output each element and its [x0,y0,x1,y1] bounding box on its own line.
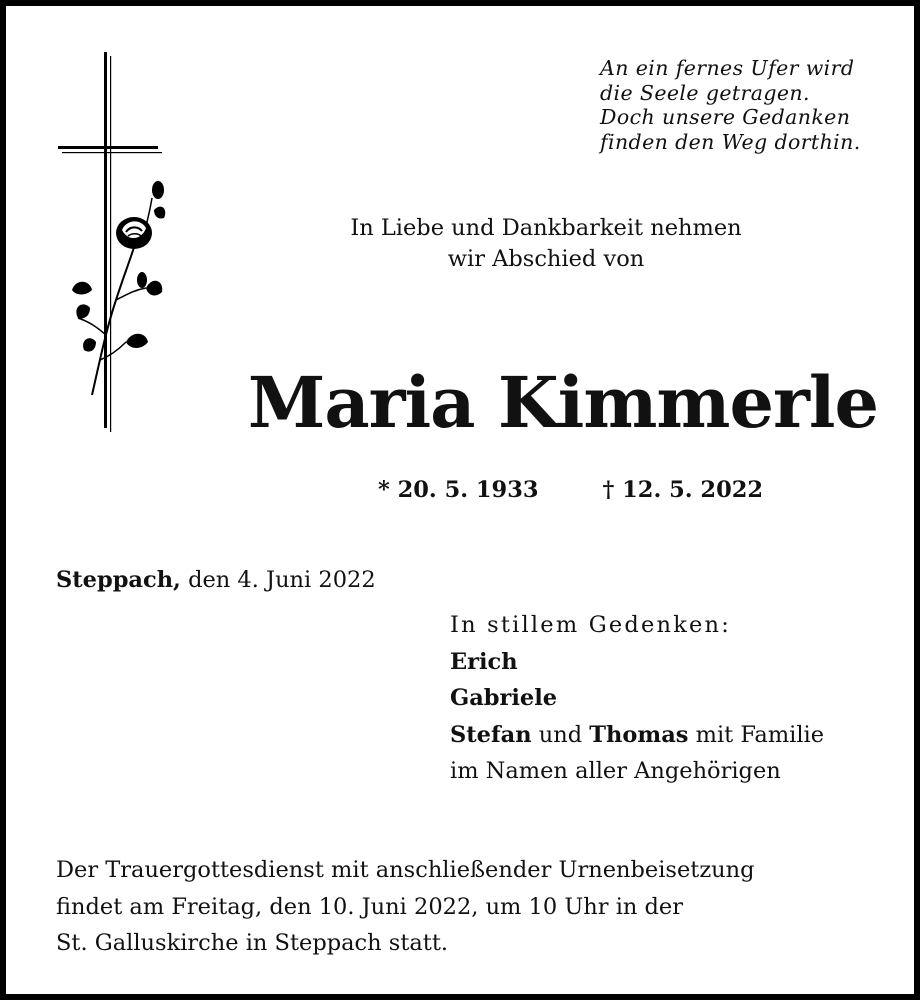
death-date: † 12. 5. 2022 [602,477,764,503]
intro-line: wir Abschied von [447,246,645,272]
mourner-name: Gabriele [450,685,558,711]
service-line: findet am Freitag, den 10. Juni 2022, um 10 Uhr in der [56,893,684,920]
mourners-heading: In stillem Gedenken: [450,612,732,638]
notice-date: den 4. Juni 2022 [188,567,376,593]
poem-line: die Seele getragen. [600,80,810,105]
mourners-block [450,607,910,790]
life-dates [378,472,798,508]
deceased-name: Maria Kimmerle [247,361,878,444]
mourner-name: Erich [450,648,518,675]
service-line: St. Galluskirche in Steppach statt. [56,930,449,956]
cross-with-rose-icon [54,50,166,434]
intro-text [276,213,816,275]
mourners-closing: im Namen aller Angehörigen [450,758,781,784]
poem-line: An ein fernes Ufer wird [600,56,855,80]
intro-line: In Liebe und Dankbarkeit nehmen [350,215,742,241]
birth-date: * 20. 5. 1933 [378,477,539,503]
service-line: Der Trauergottesdienst mit anschließender Urnenbeisetzung [56,857,755,883]
service-info [56,852,896,962]
place-and-date [56,562,376,598]
mourner-name: Stefan [450,721,532,748]
place: Steppach, [56,567,181,593]
mourner-suffix: mit Familie [695,721,825,748]
poem-line: finden den Weg dorthin. [600,129,861,154]
mourner-name: Thomas [589,721,689,748]
mourner-connector: und [538,721,583,748]
poem-line: Doch unsere Gedanken [600,105,851,129]
poem [600,56,900,154]
